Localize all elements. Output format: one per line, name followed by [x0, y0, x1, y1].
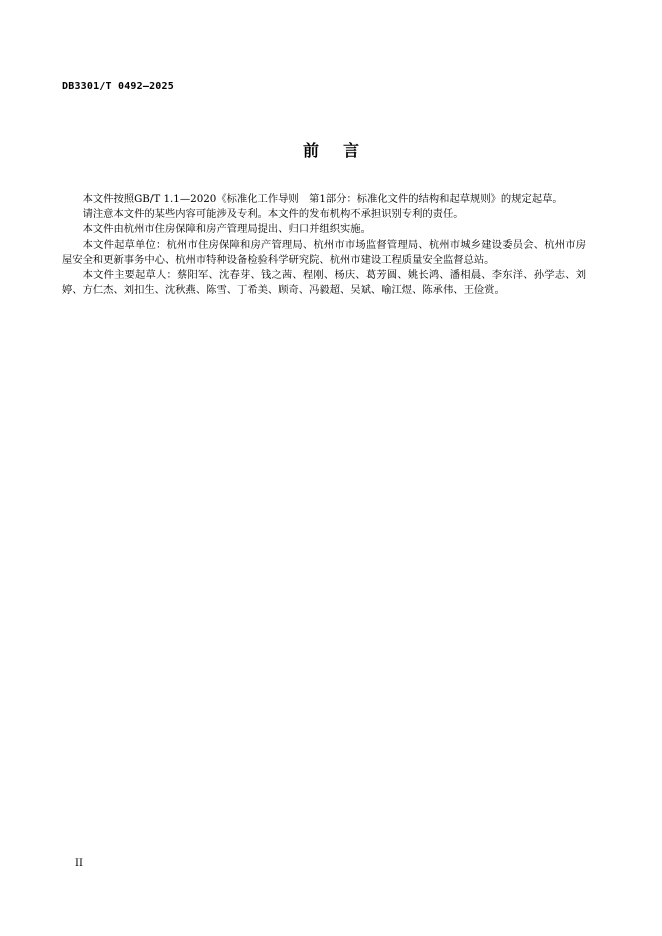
- paragraph-patent-notice: 请注意本文件的某些内容可能涉及专利。本文件的发布机构不承担识别专利的责任。: [82, 208, 464, 221]
- document-code: DB3301/T 0492—2025: [62, 81, 174, 92]
- paragraph-drafting-units: 本文件起草单位：杭州市住房保障和房产管理局、杭州市市场监督管理局、杭州市城乡建设委员会、杭州市房屋安全和更新事务中心、杭州市特种设备检验科学研究院、杭州市建设工程质量安全监督总站。: [62, 238, 586, 266]
- paragraph-proposer: 本文件由杭州市住房保障和房产管理局提出、归口并组织实施。: [82, 223, 371, 236]
- paragraph-drafters: 本文件主要起草人：蔡阳军、沈春芽、钱之茜、程刚、杨庆、葛芳圆、姚长鸿、潘相晨、李东洋、孙学志、刘婷、方仁杰、刘扣生、沈秋燕、陈雪、丁希美、顾奇、冯毅超、吴斌、喻江煜、陈承伟、王俭赏。: [62, 269, 586, 297]
- page-title: 前言: [302, 141, 383, 160]
- foreword-body: [62, 192, 586, 298]
- paragraph-drafting-rules: 本文件按照GB/T 1.1—2020《标准化工作导则 第1部分：标准化文件的结构和起草规则》的规定起草。: [82, 193, 563, 205]
- page-number: II: [75, 858, 83, 869]
